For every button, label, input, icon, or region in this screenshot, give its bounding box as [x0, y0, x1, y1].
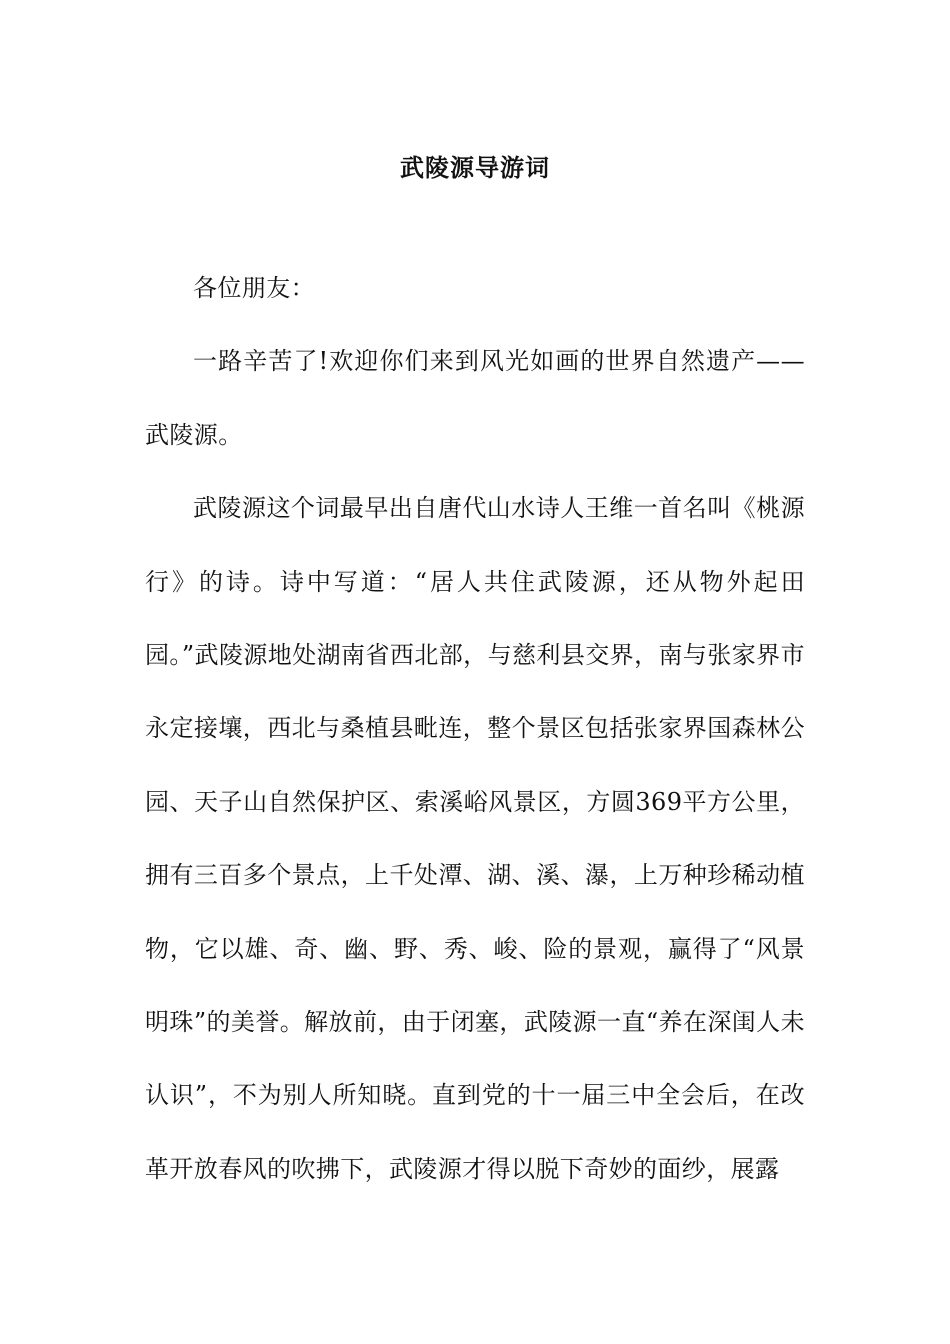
- document-title: 武陵源导游词: [400, 153, 550, 183]
- introduction-paragraph: 武陵源这个词最早出自唐代山水诗人王维一首名叫《桃源行》的诗。诗中写道：“居人共住武陵源，还从物外起田园。”武陵源地处湖南省西北部，与慈利县交界，南与张家界市永定接壤，西北与桑植县毗连，整个景区包括张家界国森林公园、天子山自然保护区、索溪峪风景区，方圆369平方公里，拥有三百多个景点，上千处潭、湖、溪、瀑，上万种珍稀动植物，它以雄、奇、幽、野、秀、峻、险的景观，赢得了“风景明珠”的美誉。解放前，由于闭塞，武陵源一直“养在深闺人未认识”，不为别人所知晓。直到党的十一届三中全会后，在改革开放春风的吹拂下，武陵源才得以脱下奇妙的面纱，展露: [145, 494, 805, 1183]
- document-body: [145, 252, 805, 1206]
- greeting-paragraph: 各位朋友：: [193, 274, 315, 302]
- welcome-paragraph: 一路辛苦了!欢迎你们来到风光如画的世界自然遗产——武陵源。: [145, 347, 805, 449]
